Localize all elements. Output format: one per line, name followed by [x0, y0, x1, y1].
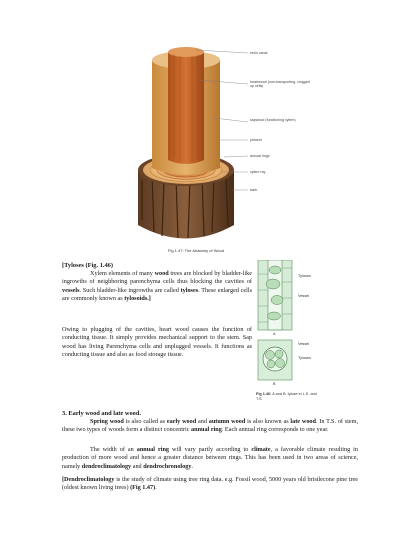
early-late-heading: 3. Early wood and late wood. [62, 410, 142, 417]
label-xylem-ray: xylem ray [250, 170, 266, 174]
label-b: B [273, 382, 276, 386]
figure-caption-wood: Fig 1.47: The Anatomy of Wood [168, 248, 225, 253]
label-sapwood: sapwood (functioning xylem) [250, 118, 296, 122]
label-bark: bark [250, 188, 257, 192]
label-heartwood: heartwood (non-transporting, clogged up cells) [250, 80, 310, 89]
figure-caption-tyloses: Fig 1.46: A and B. tylose in L.S. and T.S. [256, 392, 317, 401]
label-a: A [273, 332, 276, 336]
tyloses-paragraph-2: Owing to plugging of the cavities, heart wood causes the function of conducting tissue. It simply provides mechanical support to the stem. Sap wood has living Parenchyma cells and unplugged vessels. It functions as conducting tissue and also as food storage tissue. [62, 326, 252, 358]
early-late-paragraph-1: Spring wood is also called as early wood and autumn wood is also known as late wood. In T.S. of stem, these two types of woods form a distinct concentric annual ring. Each annual ring corresponds to one year. [62, 418, 359, 434]
tyloses-paragraph-1: Xylem elements of many wood trees are blocked by bladder-like ingrowths of neighboring parenchyma cells thus blocking the cavities of vessels. Such bladder-like ingrowths are called tyloses. These enlarged cells are commonly known as tylosoids.] [62, 270, 253, 302]
early-late-paragraph-2: The width of an annual ring will vary partly according to climate, a favorable climate resulting in production of more wood and hence a greater distance between rings. This has been used in two areas of science, namely dendroclimatology and dendrochronology. [62, 446, 358, 470]
label-vessel-a: Vessel [298, 294, 310, 298]
label-phloem: phloem [250, 138, 262, 142]
tyloses-illustration [256, 260, 296, 388]
tyloses-heading: [Tyloses (Fig. 1.46) [62, 262, 113, 269]
wood-log-illustration [128, 40, 318, 252]
wood-anatomy-figure [128, 40, 318, 252]
label-tyloses-a: Tyloses [298, 274, 311, 278]
label-annual-rings: annual rings [250, 154, 270, 158]
label-vessel-b: Vessel [298, 342, 310, 346]
label-tyloses-b: Tyloses [298, 356, 311, 360]
tyloses-figure [256, 260, 311, 388]
label-resin-canal: resin canal [250, 51, 268, 55]
early-late-paragraph-3: [Dendroclimatology is the study of climate using tree ring data. e.g. Fossil wood, 5000 years old bristlecone pine tree (oldest known living trees) (Fig 1.47). [62, 476, 358, 492]
